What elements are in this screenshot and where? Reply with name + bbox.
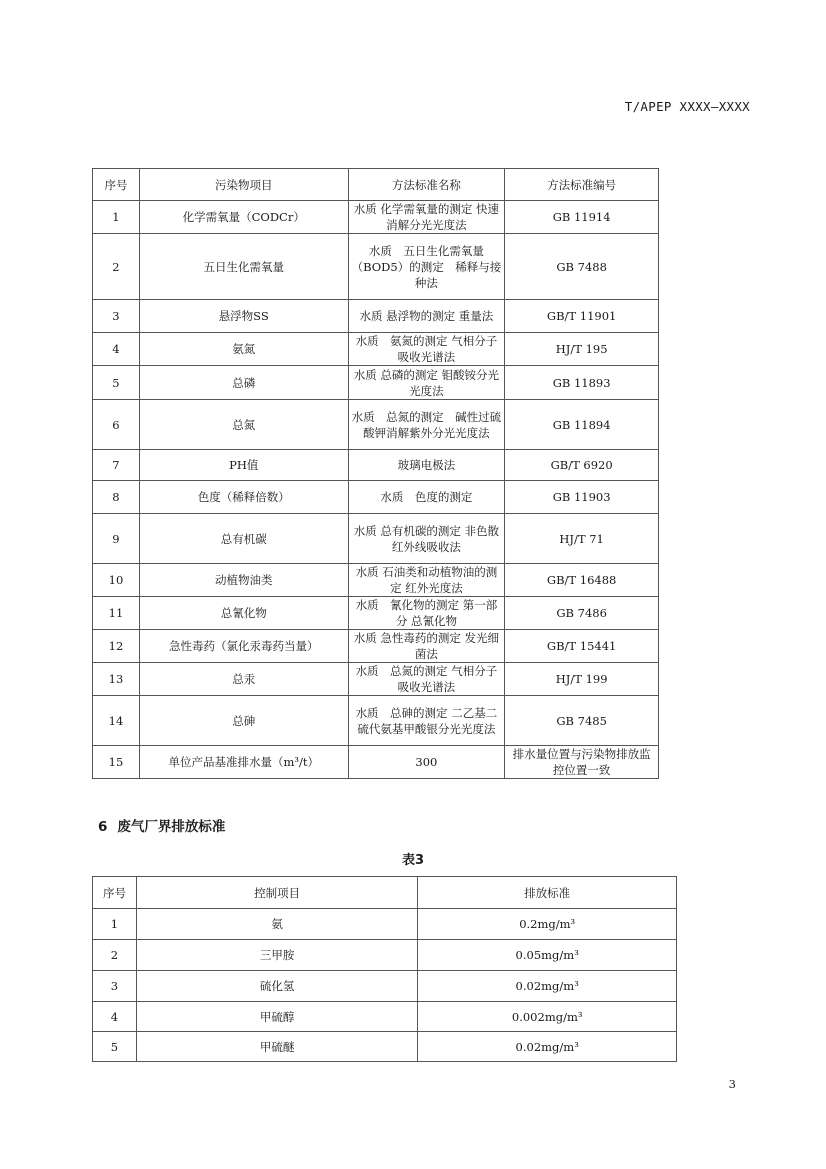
row-no: 5 [93, 1032, 137, 1062]
row-method: 水质 石油类和动植物油的测定 红外光度法 [348, 564, 505, 597]
header-cell-code: 方法标准编号 [505, 169, 659, 201]
table-row [93, 450, 659, 481]
row-code: GB/T 6920 [505, 450, 659, 481]
row-method: 水质 色度的测定 [348, 481, 505, 514]
row-no: 3 [93, 300, 140, 333]
document-code: T/APEP XXXX—XXXX [624, 99, 750, 114]
row-item: 悬浮物SS [139, 300, 348, 333]
table-row [93, 940, 677, 971]
row-method: 水质 总有机碳的测定 非色散红外线吸收法 [348, 514, 505, 564]
row-standard: 0.05mg/m³ [418, 940, 677, 971]
row-no: 10 [93, 564, 140, 597]
table-row [93, 597, 659, 630]
table-row [93, 400, 659, 450]
row-method: 水质 总砷的测定 二乙基二硫代氨基甲酸银分光光度法 [348, 696, 505, 746]
table-row [93, 333, 659, 366]
row-method: 玻璃电极法 [348, 450, 505, 481]
row-code: GB/T 15441 [505, 630, 659, 663]
table-row [93, 630, 659, 663]
header-cell-item: 污染物项目 [139, 169, 348, 201]
row-method: 水质 总磷的测定 钼酸铵分光光度法 [348, 366, 505, 400]
row-method: 水质 化学需氧量的测定 快速消解分光光度法 [348, 201, 505, 234]
row-code: GB/T 16488 [505, 564, 659, 597]
pollutant-method-table [92, 168, 659, 779]
row-code: GB 7488 [505, 234, 659, 300]
row-method: 水质 总氮的测定 气相分子吸收光谱法 [348, 663, 505, 696]
header-cell-item: 控制项目 [136, 877, 417, 909]
row-method: 水质 总氮的测定 碱性过硫酸钾消解紫外分光光度法 [348, 400, 505, 450]
row-method: 水质 急性毒药的测定 发光细菌法 [348, 630, 505, 663]
table-header-row [93, 169, 659, 201]
row-item: 总有机碳 [139, 514, 348, 564]
row-no: 3 [93, 971, 137, 1002]
table-row [93, 746, 659, 779]
row-standard: 0.002mg/m³ [418, 1002, 677, 1032]
table-row [93, 564, 659, 597]
row-no: 8 [93, 481, 140, 514]
table-row [93, 481, 659, 514]
row-item: 化学需氧量（CODCr） [139, 201, 348, 234]
row-no: 14 [93, 696, 140, 746]
row-no: 12 [93, 630, 140, 663]
row-code: GB 7485 [505, 696, 659, 746]
row-item: 硫化氢 [136, 971, 417, 1002]
header-cell-no: 序号 [93, 877, 137, 909]
row-item: 总汞 [139, 663, 348, 696]
row-item: 氨 [136, 909, 417, 940]
row-standard: 0.02mg/m³ [418, 1032, 677, 1062]
row-method: 水质 氰化物的测定 第一部分 总氰化物 [348, 597, 505, 630]
row-no: 6 [93, 400, 140, 450]
row-method: 300 [348, 746, 505, 779]
row-no: 2 [93, 940, 137, 971]
row-code: HJ/T 195 [505, 333, 659, 366]
row-code: GB 11903 [505, 481, 659, 514]
row-no: 1 [93, 201, 140, 234]
row-item: 动植物油类 [139, 564, 348, 597]
section-title: 废气厂界排放标准 [117, 819, 226, 835]
row-no: 2 [93, 234, 140, 300]
section-number: 6 [98, 819, 108, 835]
row-item: 总氮 [139, 400, 348, 450]
row-code: GB 7486 [505, 597, 659, 630]
table-row [93, 300, 659, 333]
row-code: HJ/T 71 [505, 514, 659, 564]
table-row [93, 663, 659, 696]
row-no: 7 [93, 450, 140, 481]
table-row [93, 1002, 677, 1032]
row-item: 甲硫醇 [136, 1002, 417, 1032]
row-item: 总氰化物 [139, 597, 348, 630]
row-no: 4 [93, 1002, 137, 1032]
header-cell-standard: 排放标准 [418, 877, 677, 909]
row-code: GB 11894 [505, 400, 659, 450]
table-row [93, 696, 659, 746]
table-row [93, 909, 677, 940]
table-header-row [93, 877, 677, 909]
row-item: 氨氮 [139, 333, 348, 366]
row-code: GB/T 11901 [505, 300, 659, 333]
page-number: 3 [728, 1077, 736, 1091]
table-row [93, 514, 659, 564]
table-row [93, 971, 677, 1002]
table-row [93, 366, 659, 400]
row-code: GB 11914 [505, 201, 659, 234]
row-no: 15 [93, 746, 140, 779]
row-item: 单位产品基准排水量（m³/t） [139, 746, 348, 779]
header-cell-method: 方法标准名称 [348, 169, 505, 201]
table-row [93, 234, 659, 300]
row-no: 13 [93, 663, 140, 696]
row-no: 1 [93, 909, 137, 940]
row-item: 五日生化需氧量 [139, 234, 348, 300]
row-item: 急性毒药（氯化汞毒药当量） [139, 630, 348, 663]
row-item: 总磷 [139, 366, 348, 400]
row-no: 5 [93, 366, 140, 400]
table-row [93, 201, 659, 234]
row-no: 4 [93, 333, 140, 366]
table-row [93, 1032, 677, 1062]
row-code: HJ/T 199 [505, 663, 659, 696]
row-item: 三甲胺 [136, 940, 417, 971]
row-no: 9 [93, 514, 140, 564]
row-item: 色度（稀释倍数） [139, 481, 348, 514]
row-code: GB 11893 [505, 366, 659, 400]
exhaust-emission-table [92, 876, 677, 1062]
row-method: 水质 悬浮物的测定 重量法 [348, 300, 505, 333]
section-heading [98, 815, 225, 835]
row-code: 排水量位置与污染物排放监控位置一致 [505, 746, 659, 779]
row-standard: 0.02mg/m³ [418, 971, 677, 1002]
row-item: 总砷 [139, 696, 348, 746]
row-standard: 0.2mg/m³ [418, 909, 677, 940]
row-item: 甲硫醚 [136, 1032, 417, 1062]
row-method: 水质 五日生化需氧量（BOD5）的测定 稀释与接种法 [348, 234, 505, 300]
header-cell-no: 序号 [93, 169, 140, 201]
row-item: PH值 [139, 450, 348, 481]
row-method: 水质 氨氮的测定 气相分子吸收光谱法 [348, 333, 505, 366]
row-no: 11 [93, 597, 140, 630]
table-caption: 表3 [401, 853, 425, 868]
